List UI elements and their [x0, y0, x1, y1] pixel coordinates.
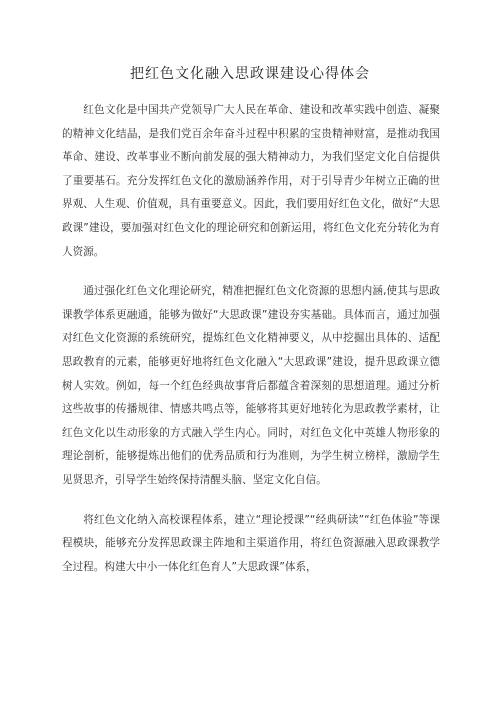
paragraph-3: 将红色文化纳入高校课程体系，建立“理论授课”“经典研读”“红色体验”等课程模块，能够充分发挥思政课主阵地和主渠道作用，将红色资源融入思政课教学全过程。构建大中小一体化红色育人”大思政课”体系， — [62, 513, 440, 573]
document-body — [62, 99, 440, 595]
paragraph-1: 红色文化是中国共产党领导广大人民在革命、建设和改革实践中创造、凝聚的精神文化结晶，是我们党百余年奋斗过程中积累的宝贵精神财富，是推动我国革命、建设、改革事业不断向前发展的强大精神动力，为我们坚定文化自信提供了重要基石。充分发挥红色文化的激励涵养作用，对于引导青少年树立正确的世界观、人生观、价值观，具有重要意义。因此，我们要用好红色文化，做好“大思政课”建设，要加强对红色文化的理论研究和创新运用，将红色文化充分转化为育人资源。 — [62, 104, 440, 258]
document-title: 把红色文化融入思政课建设心得体会 — [130, 66, 370, 82]
paragraph-2: 通过强化红色文化理论研究，精准把握红色文化资源的思想内涵,使其与思政课教学体系更融通，能够为做好“大思政课”建设夯实基础。具体而言，通过加强对红色文化资源的系统研究，提炼红色文化精神要义，从中挖掘出具体的、适配思政教育的元素，能够更好地将红色文化融入“大思政课”建设，提升思政课立德树人实效。例如，每一个红色经典故事背后都蕴含着深刻的思想道理。通过分析这些故事的传播规律、情感共鸣点等，能够将其更好地转化为思政教学素材，让红色文化以生动形象的方式融入学生内心。同时，对红色文化中英雄人物形象的理论剖析，能够提炼出他们的优秀品质和行为准则，为学生树立榜样，激励学生见贤思齐，引导学生始终保持清醒头脑、坚定文化自信。 — [62, 285, 440, 486]
